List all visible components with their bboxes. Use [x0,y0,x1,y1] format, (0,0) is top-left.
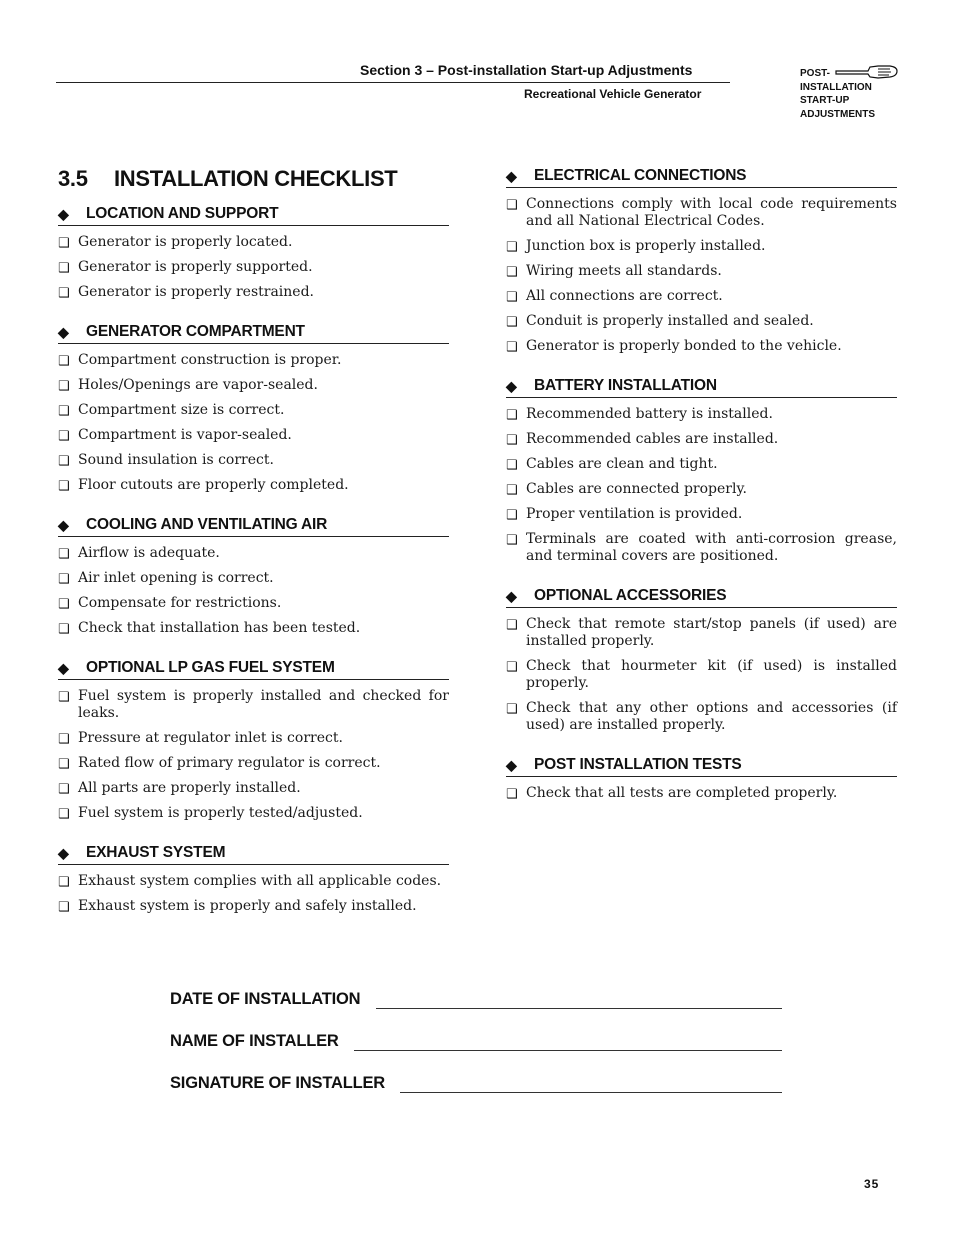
checkbox-icon[interactable]: ❑ [506,408,518,423]
checklist-item [506,196,897,230]
checklist-item [506,531,897,565]
checklist-item-text: All connections are correct. [526,288,723,304]
checklist-item-text: Cables are clean and tight. [526,456,718,472]
section-heading [58,205,449,226]
checklist-item [58,620,449,637]
checklist-item-text: Conduit is properly installed and sealed. [526,313,814,329]
checkbox-icon[interactable]: ❑ [506,240,518,255]
header-section-title: Section 3 – Post-installation Start-up Adjustments [360,62,693,78]
checklist-item [506,313,897,330]
checklist-item [58,234,449,251]
checklist-item [58,898,449,915]
checklist-item [58,402,449,419]
checkbox-icon[interactable]: ❑ [506,198,518,213]
checklist-item [58,545,449,562]
header-subtitle: Recreational Vehicle Generator [524,87,702,101]
diamond-bullet-icon: ◆ [506,588,517,604]
checklist-item [506,785,897,802]
checklist-section [506,756,897,802]
checklist-item [58,570,449,587]
checklist-item-text: Rated flow of primary regulator is correct. [78,755,381,771]
section-heading-label: COOLING AND VENTILATING AIR [86,516,328,533]
checklist-item-text: Fuel system is properly installed and checked for leaks. [78,688,449,721]
checklist-item-text: All parts are properly installed. [78,780,301,796]
checkbox-icon[interactable]: ❑ [506,433,518,448]
section-heading [58,516,449,537]
checklist-item [506,506,897,523]
badge-line: START-UP [800,95,850,106]
checklist-item-text: Floor cutouts are properly completed. [78,477,349,493]
checklist-item [58,452,449,469]
checkbox-icon[interactable]: ❑ [58,622,70,637]
checklist-section [58,844,449,915]
signature-of-installer-label: SIGNATURE OF INSTALLER [170,1074,385,1092]
section-heading-label: BATTERY INSTALLATION [534,377,717,394]
date-of-installation-line[interactable] [376,1008,782,1009]
checklist-item-text: Terminals are coated with anti-corrosion grease, and terminal covers are positioned. [526,531,897,564]
section-heading-label: OPTIONAL LP GAS FUEL SYSTEM [86,659,335,676]
checklist-item-text: Sound insulation is correct. [78,452,274,468]
checklist-item [58,873,449,890]
checkbox-icon[interactable]: ❑ [506,483,518,498]
checklist-item-text: Airflow is adequate. [78,545,220,561]
section-heading [506,756,897,777]
checklist-item [506,700,897,734]
diamond-bullet-icon: ◆ [58,660,69,676]
checkbox-icon[interactable]: ❑ [506,787,518,802]
badge-line: INSTALLATION [800,81,872,93]
checklist-item [506,238,897,255]
section-badge [800,67,910,121]
checkbox-icon[interactable]: ❑ [58,479,70,494]
checklist-item [58,352,449,369]
checklist-item [58,377,449,394]
checkbox-icon[interactable]: ❑ [58,354,70,369]
checklist-item-text: Recommended cables are installed. [526,431,779,447]
checklist-item [506,658,897,692]
checklist-section [506,587,897,734]
checklist-item-text: Check that any other options and accessories (if used) are installed properly. [526,700,897,733]
checkbox-icon[interactable]: ❑ [58,732,70,747]
checkbox-icon[interactable]: ❑ [58,547,70,562]
diamond-bullet-icon: ◆ [506,757,517,773]
checkbox-icon[interactable]: ❑ [58,690,70,705]
checkbox-icon[interactable]: ❑ [58,261,70,276]
pointing-hand-icon [834,64,900,82]
checklist-item-text: Proper ventilation is provided. [526,506,743,522]
checklist-item-text: Exhaust system is properly and safely installed. [78,898,417,914]
checklist-item [58,780,449,797]
checkbox-icon[interactable]: ❑ [506,290,518,305]
page-title [58,166,397,192]
checkbox-icon[interactable]: ❑ [506,508,518,523]
checklist-item [58,730,449,747]
page-number: 35 [864,1177,880,1191]
checklist-item-text: Connections comply with local code requirements and all National Electrical Codes. [526,196,897,229]
checklist-item-text: Compartment is vapor-sealed. [78,427,292,443]
checkbox-icon[interactable]: ❑ [506,315,518,330]
checklist-section [58,516,449,637]
checklist-item [58,284,449,301]
diamond-bullet-icon: ◆ [58,324,69,340]
checklist-item [506,263,897,280]
signature-of-installer-field[interactable] [170,1074,782,1096]
badge-line: ADJUSTMENTS [800,108,876,120]
name-of-installer-line[interactable] [354,1050,782,1051]
section-heading-label: LOCATION AND SUPPORT [86,205,279,222]
checkbox-icon[interactable]: ❑ [58,900,70,915]
section-heading-label: ELECTRICAL CONNECTIONS [534,167,747,184]
checkbox-icon[interactable]: ❑ [506,702,518,717]
checklist-item-text: Compensate for restrictions. [78,595,282,611]
checklist-item [506,288,897,305]
checkbox-icon[interactable]: ❑ [506,533,518,548]
diamond-bullet-icon: ◆ [58,206,69,222]
section-heading [506,377,897,398]
checkbox-icon[interactable]: ❑ [506,265,518,280]
checklist-item [58,805,449,822]
checklist-section [58,323,449,494]
section-heading [506,587,897,608]
checklist-item-text: Compartment construction is proper. [78,352,342,368]
name-of-installer-label: NAME OF INSTALLER [170,1032,339,1050]
checkbox-icon[interactable]: ❑ [58,379,70,394]
checklist-item [506,616,897,650]
checklist-item-text: Check that installation has been tested. [78,620,361,636]
checklist-item [58,688,449,722]
checklist-item [506,406,897,423]
diamond-bullet-icon: ◆ [58,845,69,861]
checklist-item-text: Exhaust system complies with all applicable codes. [78,873,442,889]
section-heading-label: POST INSTALLATION TESTS [534,756,742,773]
checklist-item [506,431,897,448]
checklist-item [58,477,449,494]
checkbox-icon[interactable]: ❑ [58,875,70,890]
checklist-item-text: Check that all tests are completed properly. [526,785,838,801]
checklist-item-text: Compartment size is correct. [78,402,285,418]
checklist-section [58,205,449,301]
checklist-item [506,338,897,355]
checklist-item-text: Pressure at regulator inlet is correct. [78,730,343,746]
right-checklist-column [506,167,897,824]
section-heading [506,167,897,188]
checklist-item-text: Air inlet opening is correct. [78,570,274,586]
section-heading [58,659,449,680]
left-checklist-column [58,205,449,937]
checkbox-icon[interactable]: ❑ [58,807,70,822]
checklist-item [58,259,449,276]
checklist-item [58,595,449,612]
checklist-item-text: Holes/Openings are vapor-sealed. [78,377,318,393]
checklist-item-text: Wiring meets all standards. [526,263,722,279]
checklist-item-text: Junction box is properly installed. [526,238,766,254]
checklist-item [58,755,449,772]
checklist-item-text: Generator is properly bonded to the vehicle. [526,338,842,354]
section-heading [58,323,449,344]
checkbox-icon[interactable]: ❑ [58,286,70,301]
checkbox-icon[interactable]: ❑ [58,454,70,469]
section-heading-label: OPTIONAL ACCESSORIES [534,587,727,604]
checklist-item-text: Generator is properly located. [78,234,293,250]
checkbox-icon[interactable]: ❑ [506,458,518,473]
section-heading-label: EXHAUST SYSTEM [86,844,226,861]
checklist-item [506,481,897,498]
date-of-installation-label: DATE OF INSTALLATION [170,990,361,1008]
diamond-bullet-icon: ◆ [506,168,517,184]
checkbox-icon[interactable]: ❑ [506,618,518,633]
checkbox-icon[interactable]: ❑ [58,429,70,444]
checkbox-icon[interactable]: ❑ [58,236,70,251]
checklist-item-text: Generator is properly supported. [78,259,313,275]
checkbox-icon[interactable]: ❑ [58,572,70,587]
checklist-item-text: Fuel system is properly tested/adjusted. [78,805,363,821]
checklist-item-text: Check that hourmeter kit (if used) is installed properly. [526,658,897,691]
checklist-item [506,456,897,473]
diamond-bullet-icon: ◆ [506,378,517,394]
checklist-item [58,427,449,444]
header-rule [56,82,730,83]
checklist-item-text: Generator is properly restrained. [78,284,314,300]
title-text: INSTALLATION CHECKLIST [114,166,398,191]
checklist-section [506,167,897,355]
checkbox-icon[interactable]: ❑ [506,340,518,355]
name-of-installer-field[interactable] [170,1032,782,1054]
checkbox-icon[interactable]: ❑ [506,660,518,675]
diamond-bullet-icon: ◆ [58,517,69,533]
checkbox-icon[interactable]: ❑ [58,782,70,797]
checkbox-icon[interactable]: ❑ [58,597,70,612]
section-heading [58,844,449,865]
checklist-section [58,659,449,822]
badge-line: POST- [800,68,831,79]
section-heading-label: GENERATOR COMPARTMENT [86,323,305,340]
checklist-item-text: Recommended battery is installed. [526,406,773,422]
checkbox-icon[interactable]: ❑ [58,404,70,419]
checklist-item-text: Check that remote start/stop panels (if used) are installed properly. [526,616,897,649]
title-number: 3.5 [58,166,88,191]
checkbox-icon[interactable]: ❑ [58,757,70,772]
checklist-section [506,377,897,565]
signature-of-installer-line[interactable] [400,1092,782,1093]
date-of-installation-field[interactable] [170,990,782,1012]
checklist-item-text: Cables are connected properly. [526,481,747,497]
